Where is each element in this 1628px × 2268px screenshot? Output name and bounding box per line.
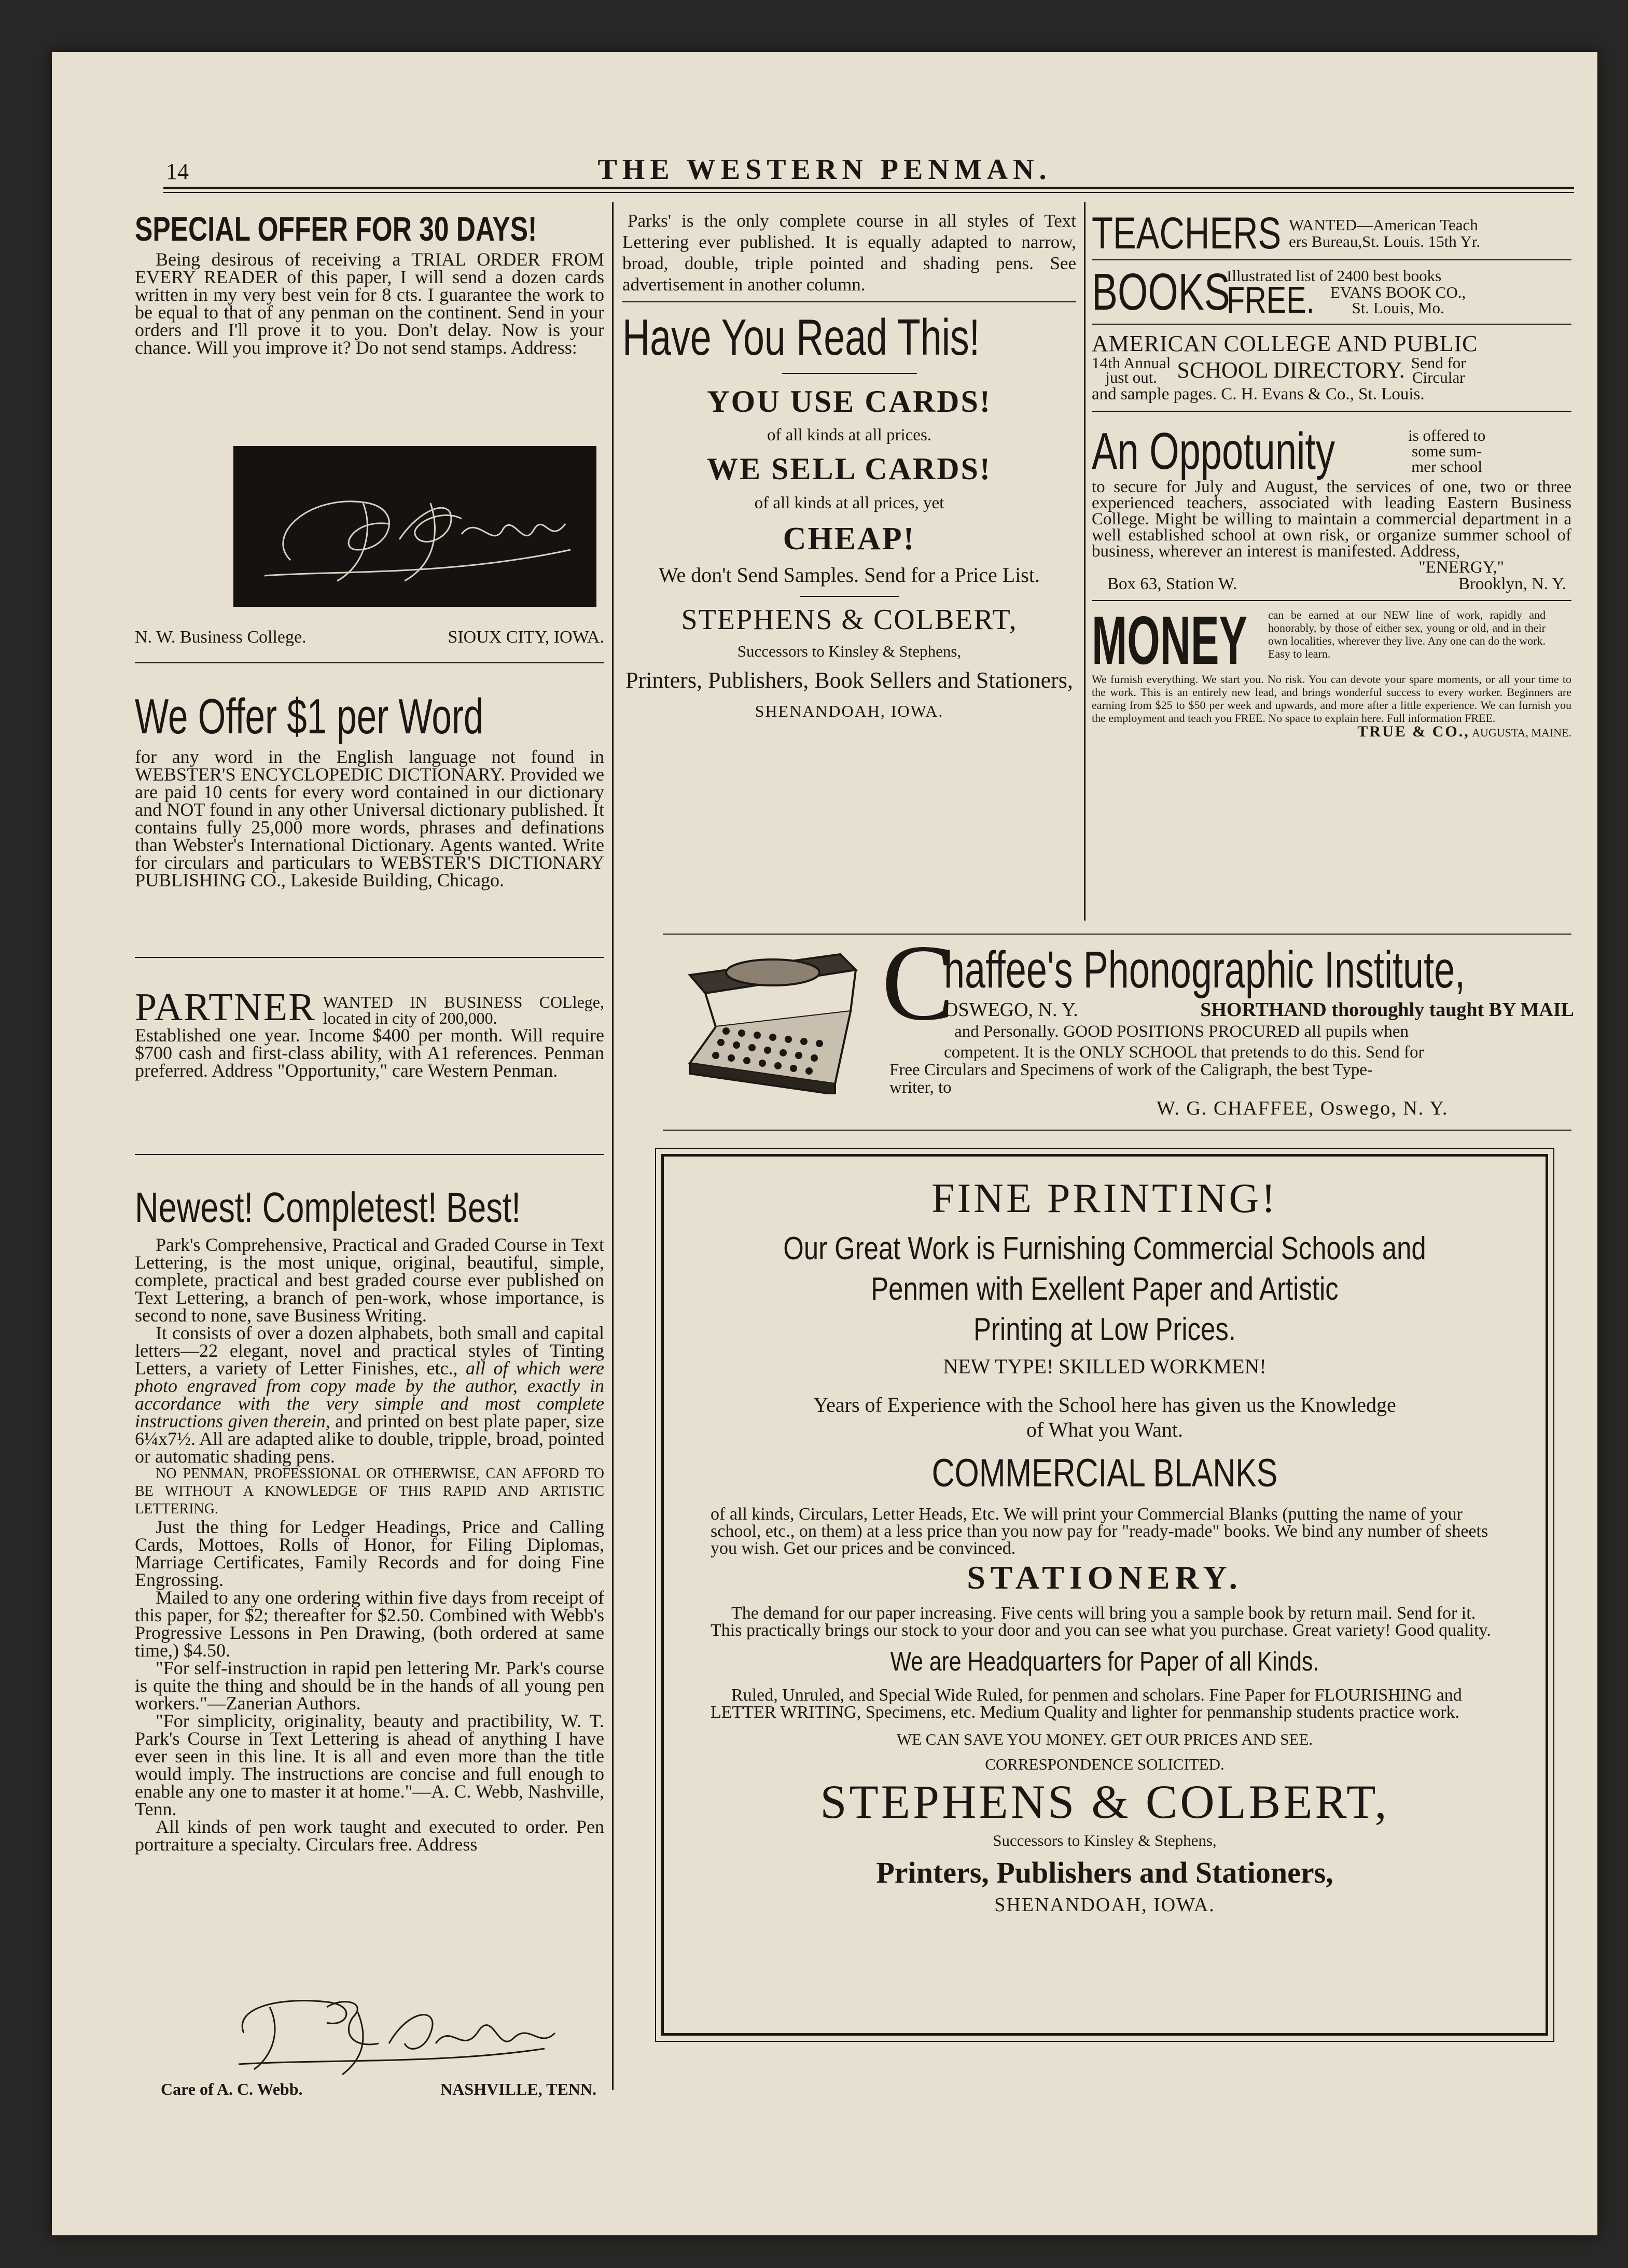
webster-offer-ad (135, 690, 604, 889)
divider (135, 1154, 604, 1155)
special-offer-footer (135, 628, 604, 647)
oppo-side3: mer school (1411, 457, 1483, 476)
partner-ad (135, 985, 604, 1081)
divider (1092, 411, 1571, 412)
offer-heading: We Offer $1 per Word (135, 689, 484, 744)
partner-body: Established one year. Income $400 per month. Will require $700 cash and first-class ability, with A1 references. Penman preferred. Address "Opportunity," care Western Penman. (135, 1025, 604, 1081)
newest-p2b: all of which were photo engraved from copy made by the author, exactly in accordance with the very simple and most complete instructions given therein, (135, 1358, 604, 1431)
divider (1092, 259, 1571, 260)
divider (1092, 324, 1571, 325)
footer-left: N. W. Business College. (135, 628, 307, 647)
opportunity-side (1408, 428, 1485, 475)
books-line3: St. Louis, Mo. (1352, 299, 1444, 317)
header-rule-thin (163, 192, 1574, 193)
books-line1: Illustrated list of 2400 best books (1227, 267, 1442, 285)
parks-signature (223, 1986, 565, 2080)
printing-trade: Printers, Publishers and Stationers, (876, 1856, 1333, 1889)
directory-left (1092, 356, 1171, 385)
teachers-line2: ers Bureau,St. Louis. 15th Yr. (1289, 232, 1481, 251)
cheap: CHEAP! (783, 521, 916, 556)
chaffee-title: haffee's Phonographic Institute, (944, 941, 1466, 999)
money-ad (1092, 602, 1571, 740)
headquarters-body: Ruled, Unruled, and Special Wide Ruled, for penmen and scholars. Fine Paper for FLOURISHING and LETTER WRITING, Specimens, etc. Medium Quality and lighter for penmanship students practice work. (711, 1686, 1462, 1722)
stationery-body: The demand for our paper increasing. Five cents will bring you a sample book by return mail. Send for it. This practically brings our stock to your door and you can see what you purchase. Great variety! Good quality. (711, 1604, 1491, 1640)
directory-line2a: 14th Annual (1092, 354, 1171, 372)
oppo-side2: some sum- (1412, 442, 1482, 460)
partner-subhead: WANTED IN BUSINESS COLlege, located in city of 200,000. (323, 993, 604, 1027)
divider (135, 957, 604, 958)
books-heading: BOOKS (1092, 263, 1230, 321)
save-money: WE CAN SAVE YOU MONEY. GET OUR PRICES AND SEE. (896, 1730, 1313, 1748)
page-number: 14 (166, 159, 189, 184)
printing-l1: Our Great Work is Furnishing Commercial Schools and (783, 1231, 1426, 1267)
oppo-body: to secure for July and August, the services of one, two or three experienced teachers, associated with leading Eastern Business College. Might be willing to maintain a commercial department in a well established school at own risk, or organize summer school of business, wherever an interest is manifested. Address, (1092, 478, 1571, 561)
divider (663, 934, 1571, 935)
printing-l2: Penmen with Exellent Paper and Artistic (871, 1271, 1339, 1307)
directory-line2c: Send for (1411, 354, 1466, 372)
cards-ad (622, 210, 1076, 726)
read-this-heading: Have You Read This! (622, 309, 980, 366)
directory-line3b: Circular (1412, 368, 1465, 386)
newest-p2c: and printed on best plate paper, size 6¼x7½. All are adapted alike to double, tripple, broad, pointed or automatic shading pens. (135, 1411, 605, 1467)
short-rule (800, 596, 899, 597)
printing-l4: NEW TYPE! SKILLED WORKMEN! (943, 1355, 1267, 1378)
chaffee-lines-1 (944, 998, 1574, 1042)
cards-line4: of all kinds at all prices, yet (754, 494, 944, 512)
oppo-address (1092, 575, 1571, 593)
oppo-side1: is offered to (1408, 426, 1486, 444)
newest-p2a: It consists of over a dozen alphabets, both small and capital letters—22 elegant, novel and practical styles of Tinting Letters, a variety of Letter Finishes, etc., (135, 1323, 604, 1379)
newest-p6: "For self-instruction in rapid pen lettering Mr. Park's course is quite the thing and should be in the hands of all young pen workers."—Zanerian Authors. (135, 1658, 604, 1714)
divider (622, 301, 1076, 302)
directory-right (1411, 356, 1466, 385)
footer-left: Care of A. C. Webb. (161, 2080, 303, 2098)
newest-p2 (135, 1324, 604, 1465)
place: SHENANDOAH, IOWA. (755, 702, 944, 720)
directory-ad (1092, 332, 1571, 403)
books-address (1330, 285, 1466, 316)
newest-p4: Just the thing for Ledger Headings, Price and Calling Cards, Mottoes, Rolls of Honor, for Filing Diplomas, Marriage Certificates, Family Records and for doing Fine Engrossing. (135, 1516, 604, 1590)
fine-printing-ad (685, 1159, 1525, 1917)
chaffee-signoff: W. G. CHAFFEE, Oswego, N. Y. (1157, 1097, 1449, 1119)
books-free: FREE. (1227, 280, 1315, 321)
fine-printing-heading: FINE PRINTING! (931, 1176, 1278, 1221)
money-body: We furnish everything. We start you. No risk. You can devote your spare moments, or all your time to the work. This is an entirely new lead, and brings wonderful success to every worker. Beginners are earning from $25 to $50 per week and upwards, and more after a little experience. We can furnish you the employment and teach you FREE. No space to explain here. Full information FREE. (1092, 673, 1571, 725)
books-right (1227, 267, 1466, 321)
money-side: can be earned at our NEW line of work, rapidly and honorably, by those of either sex, young or old, and in their own localities, wherever they live. Any one can do the work. Easy to learn. (1268, 608, 1546, 660)
we-sell-cards: WE SELL CARDS! (707, 452, 992, 486)
chaffee-line5: writer, to (889, 1078, 952, 1097)
column-divider-2 (1084, 202, 1086, 921)
chaffee-line1b: SHORTHAND thoroughly taught BY MAIL (1200, 999, 1574, 1021)
printing-place: SHENANDOAH, IOWA. (994, 1894, 1215, 1916)
directory-line4: and sample pages. C. H. Evans & Co., St. Louis. (1092, 385, 1425, 403)
chaffee-line1a: OSWEGO, N. Y. (944, 999, 1078, 1021)
divider (663, 1130, 1571, 1131)
blanks-body: of all kinds, Circulars, Letter Heads, Etc. We will print your Commercial Blanks (putting the name of your school, etc., on them) at a less price than you now pay for "ready-made" books. We bind any number of sheets you wish. Get our prices and be convinced. (711, 1505, 1488, 1558)
divider (135, 662, 604, 663)
money-heading: MONEY (1092, 602, 1248, 678)
footer-right: SIOUX CITY, IOWA. (448, 628, 604, 647)
commercial-blanks-heading: COMMERCIAL BLANKS (931, 1451, 1278, 1495)
cards-line2: of all kinds at all prices. (767, 426, 932, 444)
books-ad (1092, 263, 1571, 321)
correspondence: CORRESPONDENCE SOLICITED. (985, 1755, 1225, 1773)
teachers-text (1289, 217, 1480, 250)
newest-p5: Mailed to any one ordering within five days from receipt of this paper, for $2; thereafter for $2.50. Combined with Webb's Progressive Lessons in Pen Drawing, (both ordered at same time,) $4.50. (135, 1587, 604, 1661)
teachers-line1: WANTED—American Teach (1289, 216, 1478, 234)
teachers-ad (1092, 208, 1571, 258)
newest-p1: Park's Comprehensive, Practical and Graded Course in Text Lettering, is the most unique, original, beautiful, simple, complete, practical and best graded course ever published on Text Lettering, a branch of pen-work, whose importance, is second to none, save Business Writing. (135, 1234, 604, 1326)
printing-l5: Years of Experience with the School here has given us the Knowledge (813, 1393, 1396, 1416)
printing-l3: Printing at Low Prices. (973, 1312, 1236, 1347)
firm-name: STEPHENS & COLBERT, (681, 604, 1018, 636)
directory-line2b: SCHOOL DIRECTORY. (1177, 357, 1405, 383)
newest-p3: NO PENMAN, PROFESSIONAL OR OTHERWISE, CAN AFFORD TO BE WITHOUT A KNOWLEDGE OF THIS RAPID AND ARTISTIC LETTERING. (135, 1466, 604, 1517)
special-offer-body: Being desirous of receiving a TRIAL ORDER FROM EVERY READER of this paper, I will send a dozen cards written in my very best vein for 8 cts. I guarantee the work to be equal to that of any penman on the continent. Send in your orders and I'll prove it to you. Don't delay. Now is your chance. Will you improve it? Do not send stamps. Address: (135, 249, 604, 358)
chaffee-lines-2 (889, 1043, 1574, 1096)
newest-heading: Newest! Completest! Best! (135, 1184, 521, 1231)
masthead-title: THE WESTERN PENMAN. (597, 154, 1052, 186)
trade: Printers, Publishers, Book Sellers and Stationers, (625, 667, 1073, 693)
parks-signature-image (223, 1986, 565, 2080)
oppo-city: Brooklyn, N. Y. (1458, 575, 1566, 593)
special-offer-heading: SPECIAL OFFER FOR 30 DAYS! (135, 210, 537, 248)
park-footer (161, 2080, 596, 2099)
oppo-box: Box 63, Station W. (1107, 575, 1237, 593)
money-signoff (1092, 725, 1571, 740)
printing-successors: Successors to Kinsley & Stephens, (993, 1831, 1217, 1849)
typewriter-icon (669, 944, 866, 1094)
successors: Successors to Kinsley & Stephens, (737, 642, 962, 660)
printing-l6: of What you Want. (1026, 1418, 1183, 1441)
money-place: AUGUSTA, MAINE. (1472, 726, 1571, 739)
headquarters-heading: We are Headquarters for Paper of all Kinds. (890, 1647, 1319, 1677)
newest-p7: "For simplicity, originality, beauty and practibility, W. T. Park's Course in Text Lettering is ahead of anything I have ever seen in this line. It is all and even more than the title would imply. The instructions are concise and full enough to enable any one to master it at home."—A. C. Webb, Nashville, Tenn. (135, 1710, 604, 1819)
books-line2: EVANS BOOK CO., (1330, 283, 1466, 301)
printing-firm: STEPHENS & COLBERT, (820, 1775, 1389, 1828)
divider (1092, 600, 1571, 601)
stationery-heading: STATIONERY. (967, 1559, 1243, 1596)
directory-line3a: just out. (1105, 368, 1158, 386)
right-column-ads (1092, 208, 1571, 740)
opportunity-heading: An Oppotunity (1092, 422, 1335, 480)
offer-body: for any word in the English language not found in WEBSTER'S ENCYCLOPEDIC DICTIONARY. Provided we are paid 10 cents for every word contained in our dictionary and NOT found in any other Universal dictionary published. It contains fully 25,000 more words, phrases and definations than Webster's International Dictionary. Agents wanted. Write for circulars and particulars to WEBSTER'S DICTIONARY PUBLISHING CO., Lakeside Building, Chicago. (135, 746, 604, 890)
money-firm: TRUE & CO., (1357, 723, 1470, 740)
partner-heading: PARTNER (135, 985, 316, 1029)
chaffee-line2: and Personally. GOOD POSITIONS PROCURED all pupils when (954, 1022, 1409, 1041)
footer-right: NASHVILLE, TENN. (440, 2080, 596, 2098)
teachers-heading: TEACHERS (1092, 208, 1282, 258)
you-use-cards: YOU USE CARDS! (707, 384, 992, 419)
cards-line6: We don't Send Samples. Send for a Price List. (659, 563, 1040, 587)
typewriter-illustration (669, 944, 866, 1094)
short-rule (782, 373, 917, 374)
chaffee-initial: C (882, 923, 955, 1043)
parks-note: Parks' is the only complete course in all styles of Text Lettering ever published. It is equally adapted to narrow, broad, double, triple pointed and shading pens. See advertisement in another column. (622, 211, 1076, 295)
directory-line1: AMERICAN COLLEGE AND PUBLIC (1092, 331, 1478, 356)
column-divider-1 (612, 202, 614, 2090)
geiger-signature-image (233, 446, 596, 607)
opportunity-ad (1092, 422, 1571, 593)
newspaper-page (52, 52, 1597, 2235)
special-offer-ad (135, 210, 604, 356)
newest-p8: All kinds of pen work taught and executed to order. Pen portraiture a specialty. Circulars free. Address (135, 1816, 604, 1855)
header-rule-thick (163, 187, 1574, 189)
signature-plate (233, 446, 596, 607)
park-course-ad (135, 1185, 604, 1853)
oppo-energy: "ENERGY," (1418, 558, 1504, 577)
chaffee-line3: competent. It is the ONLY SCHOOL that pretends to do this. Send for (944, 1043, 1424, 1062)
chaffee-line4: Free Circulars and Specimens of work of the Caligraph, the best Type- (889, 1061, 1373, 1079)
